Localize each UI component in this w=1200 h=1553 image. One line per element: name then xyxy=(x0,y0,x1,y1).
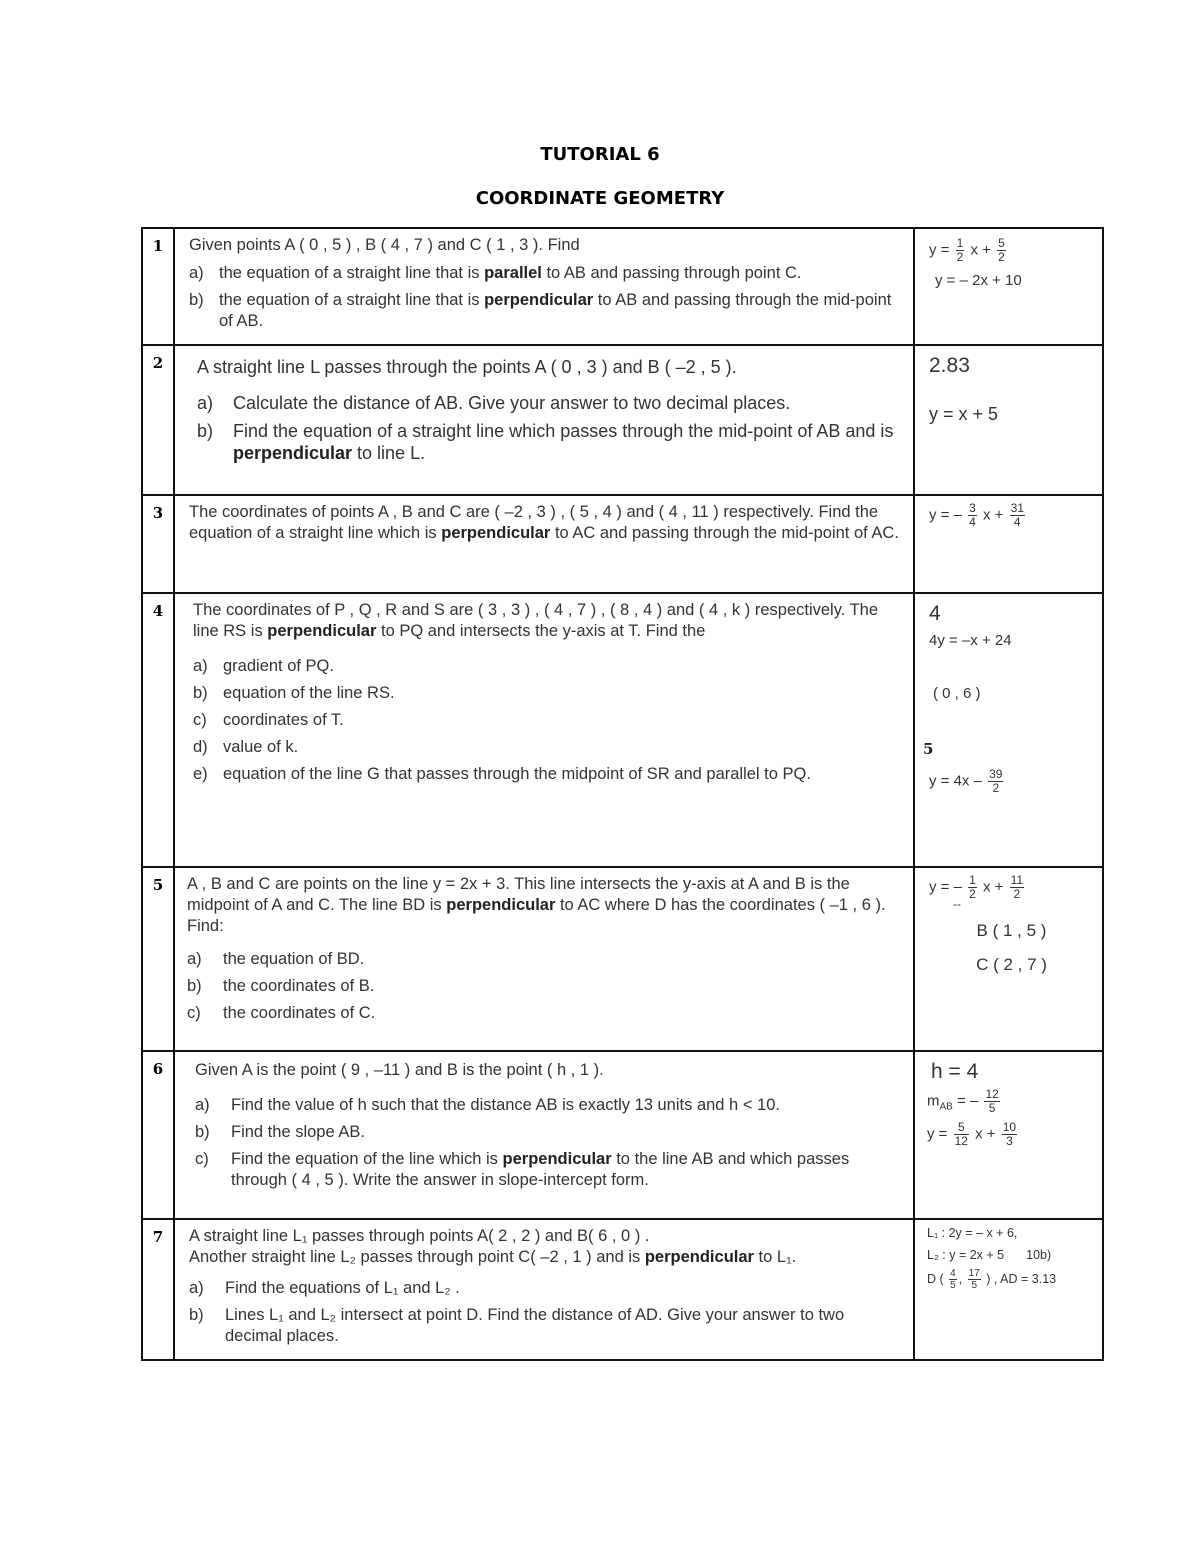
answer-a: 4 xyxy=(929,602,941,625)
answer-cell xyxy=(914,228,1103,345)
answer-b: y = x + 5 xyxy=(929,404,999,424)
question-text xyxy=(174,345,914,495)
question-stem: A , B and C are points on the line y = 2x + 3. This line intersects the y-axis at A and B is the midpoint of A and C. The line BD is xyxy=(187,875,850,914)
question-part xyxy=(197,392,903,414)
question-stem: Given A is the point ( 9 , –11 ) and B is the point ( h , 1 ). xyxy=(195,1061,604,1079)
question-row xyxy=(142,1051,1103,1219)
question-stem: to L₁. xyxy=(753,1248,797,1266)
page-subtitle: COORDINATE GEOMETRY xyxy=(475,188,725,209)
part-label: a) xyxy=(189,1279,204,1297)
part-text: Find the equations of L₁ and L₂ . xyxy=(225,1279,460,1297)
question-stem: to AC where D has the coordinates ( –1 , 6 ). Find: xyxy=(187,896,886,935)
question-part xyxy=(195,1149,903,1191)
question-stem: A straight line L₁ passes through points A( 2 , 2 ) and B( 6 , 0 ) . xyxy=(189,1227,650,1245)
part-text: the equation of BD. xyxy=(223,950,365,968)
answer-b: B ( 1 , 5 ) xyxy=(976,921,1047,940)
answer-cell xyxy=(914,345,1103,495)
question-row xyxy=(142,593,1103,867)
question-text xyxy=(174,228,914,345)
question-part xyxy=(189,1278,903,1299)
part-text: Find the value of h such that the distance AB is exactly 13 units and h < 10. xyxy=(231,1096,780,1114)
fraction: $\frac{5}{2}$ xyxy=(998,236,1005,264)
question-number: 6 xyxy=(142,1051,174,1219)
part-label: c) xyxy=(193,711,207,729)
question-part xyxy=(187,976,903,997)
fraction: $\frac{17}{5}$ xyxy=(968,1268,980,1291)
fraction: $\frac{4}{5}$ xyxy=(950,1268,956,1291)
fraction: $\frac{12}{5}$ xyxy=(985,1087,999,1115)
part-text: to line L. xyxy=(352,443,426,463)
question-number: 4 xyxy=(142,593,174,867)
answer-d: 5 xyxy=(923,740,934,758)
answer-a2: L₂ : y = 2x + 5 10b) xyxy=(927,1248,1052,1262)
question-text xyxy=(174,867,914,1051)
question-stem: Given points A ( 0 , 5 ) , B ( 4 , 7 ) and C ( 1 , 3 ). Find xyxy=(189,236,580,254)
question-part xyxy=(195,1095,903,1116)
fraction: $\frac{3}{4}$ xyxy=(969,501,976,529)
part-text: Find the slope AB. xyxy=(231,1123,365,1141)
question-stem: Another straight line L₂ passes through point C( –2 , 1 ) and is xyxy=(189,1248,645,1266)
part-text: Calculate the distance of AB. Give your answer to two decimal places. xyxy=(233,393,791,413)
question-part xyxy=(187,949,903,970)
part-label: b) xyxy=(189,291,204,309)
answer-cell xyxy=(914,1051,1103,1219)
part-text: the equation of a straight line that is xyxy=(219,291,485,309)
answer-cell xyxy=(914,1219,1103,1360)
question-stem: to AC and passing through the mid-point of AC. xyxy=(550,524,899,542)
question-text xyxy=(174,495,914,593)
part-text: coordinates of T. xyxy=(223,711,344,729)
question-part xyxy=(193,656,903,677)
answer-a: y = $\frac{1}{2}$ x + $\frac{5}{2}$ xyxy=(929,236,1005,264)
part-text: Find the equation of the line which is xyxy=(231,1150,503,1168)
part-text: gradient of PQ. xyxy=(223,657,334,675)
question-number: 7 xyxy=(142,1219,174,1360)
part-text: equation of the line RS. xyxy=(223,684,395,702)
page-title: TUTORIAL 6 xyxy=(540,144,660,165)
question-stem: The coordinates of P , Q , R and S are ( 3 , 3 ) , ( 4 , 7 ) , ( 8 , 4 ) and ( 4 , k ) respectively. The line RS is xyxy=(193,601,879,640)
question-stem: A straight line L passes through the points A ( 0 , 3 ) and B ( –2 , 5 ). xyxy=(197,357,737,377)
answer-b: $m_{AB}$ = – $\frac{12}{5}$ xyxy=(927,1087,999,1115)
part-text: the coordinates of C. xyxy=(223,1004,376,1022)
tutorial-table xyxy=(141,227,1104,1361)
part-text: to the line AB and which passes through ( 4 , 5 ). Write the answer in slope-intercept form. xyxy=(231,1150,850,1189)
part-label: a) xyxy=(189,264,204,282)
part-label: d) xyxy=(193,738,208,756)
fraction: $\frac{39}{2}$ xyxy=(989,767,1003,795)
part-label: b) xyxy=(195,1123,210,1141)
answer-a: y = – $\frac{1}{2}$ x + $\frac{11}{2}$ xyxy=(929,873,1024,901)
part-emphasis: perpendicular xyxy=(502,1150,612,1168)
question-row xyxy=(142,867,1103,1051)
answer-c: y = $\frac{5}{12}$ x + $\frac{10}{3}$ xyxy=(927,1120,1017,1148)
stem-emphasis: perpendicular xyxy=(644,1248,754,1266)
stem-emphasis: perpendicular xyxy=(446,896,556,914)
fraction: $\frac{1}{2}$ xyxy=(969,873,976,901)
answer-e: y = 4x – $\frac{39}{2}$ xyxy=(929,767,1003,795)
question-part xyxy=(195,1122,903,1143)
stem-emphasis: perpendicular xyxy=(441,524,551,542)
question-part xyxy=(187,1003,903,1024)
question-row xyxy=(142,495,1103,593)
part-label: c) xyxy=(187,1004,201,1022)
part-label: a) xyxy=(195,1096,210,1114)
question-part xyxy=(193,737,903,758)
part-label: e) xyxy=(193,765,208,783)
question-part xyxy=(197,420,903,464)
question-number: 5 xyxy=(142,867,174,1051)
answer-cell xyxy=(914,495,1103,593)
answer-c: C ( 2 , 7 ) xyxy=(976,955,1047,974)
question-number: 3 xyxy=(142,495,174,593)
answer: y = – $\frac{3}{4}$ x + $\frac{31}{4}$ xyxy=(929,501,1024,529)
part-label: c) xyxy=(195,1150,209,1168)
answer-a1: L₁ : 2y = – x + 6, xyxy=(927,1226,1018,1240)
part-emphasis: parallel xyxy=(484,264,542,282)
question-row xyxy=(142,345,1103,495)
answer-b: 4y = –x + 24 xyxy=(929,632,1012,649)
part-text: to AB and passing through point C. xyxy=(541,264,802,282)
answer-cell xyxy=(914,593,1103,867)
question-number: 2 xyxy=(142,345,174,495)
part-label: b) xyxy=(187,977,202,995)
fraction: $\frac{10}{3}$ xyxy=(1002,1120,1017,1148)
part-text: Find the equation of a straight line which passes through the mid-point of AB and is xyxy=(233,421,894,441)
question-row xyxy=(142,228,1103,345)
answer-b: y = – 2x + 10 xyxy=(935,272,1022,289)
answer-cell xyxy=(914,867,1103,1051)
part-text: the equation of a straight line that is xyxy=(219,264,485,282)
part-label: b) xyxy=(197,421,214,441)
question-part xyxy=(189,263,903,284)
question-text xyxy=(174,1051,914,1219)
question-number: 1 xyxy=(142,228,174,345)
fraction: $\frac{11}{2}$ xyxy=(1010,873,1024,901)
part-text: equation of the line G that passes through the midpoint of SR and parallel to PQ. xyxy=(223,765,811,783)
answer-mark: -- xyxy=(953,897,961,911)
part-text: value of k. xyxy=(223,738,299,756)
question-part xyxy=(189,290,903,332)
question-part xyxy=(193,683,903,704)
fraction: $\frac{1}{2}$ xyxy=(956,236,964,264)
part-text: to AB and passing through the mid-point of AB. xyxy=(219,291,892,330)
part-emphasis: perpendicular xyxy=(484,291,594,309)
question-row xyxy=(142,1219,1103,1360)
answer-a: 2.83 xyxy=(929,354,970,377)
stem-emphasis: perpendicular xyxy=(267,622,377,640)
answer-c: ( 0 , 6 ) xyxy=(933,685,981,702)
part-label: a) xyxy=(187,950,202,968)
question-part xyxy=(189,1305,903,1347)
question-part xyxy=(193,710,903,731)
question-stem: to PQ and intersects the y-axis at T. Find the xyxy=(376,622,706,640)
question-text xyxy=(174,1219,914,1360)
question-stem: The coordinates of points A , B and C are ( –2 , 3 ) , ( 5 , 4 ) and ( 4 , 11 ) respectively. Find the equation of a straight line which is xyxy=(189,503,879,542)
answer-b: D ( $\frac{4}{5}$ , $\frac{17}{5}$ ) , AD = 3.13 xyxy=(927,1268,1057,1291)
answer-a: h = 4 xyxy=(931,1060,979,1083)
part-label: a) xyxy=(197,393,214,413)
part-emphasis: perpendicular xyxy=(233,443,353,463)
question-part xyxy=(193,764,903,785)
part-text: the coordinates of B. xyxy=(223,977,375,995)
part-label: b) xyxy=(193,684,208,702)
question-text xyxy=(174,593,914,867)
part-label: a) xyxy=(193,657,208,675)
part-label: b) xyxy=(189,1306,204,1324)
answer-tag: 10b) xyxy=(1026,1248,1052,1262)
fraction: $\frac{31}{4}$ xyxy=(1010,501,1024,529)
part-text: Lines L₁ and L₂ intersect at point D. Find the distance of AD. Give your answer to two decimal places. xyxy=(225,1306,845,1345)
fraction: $\frac{5}{12}$ xyxy=(954,1120,968,1148)
